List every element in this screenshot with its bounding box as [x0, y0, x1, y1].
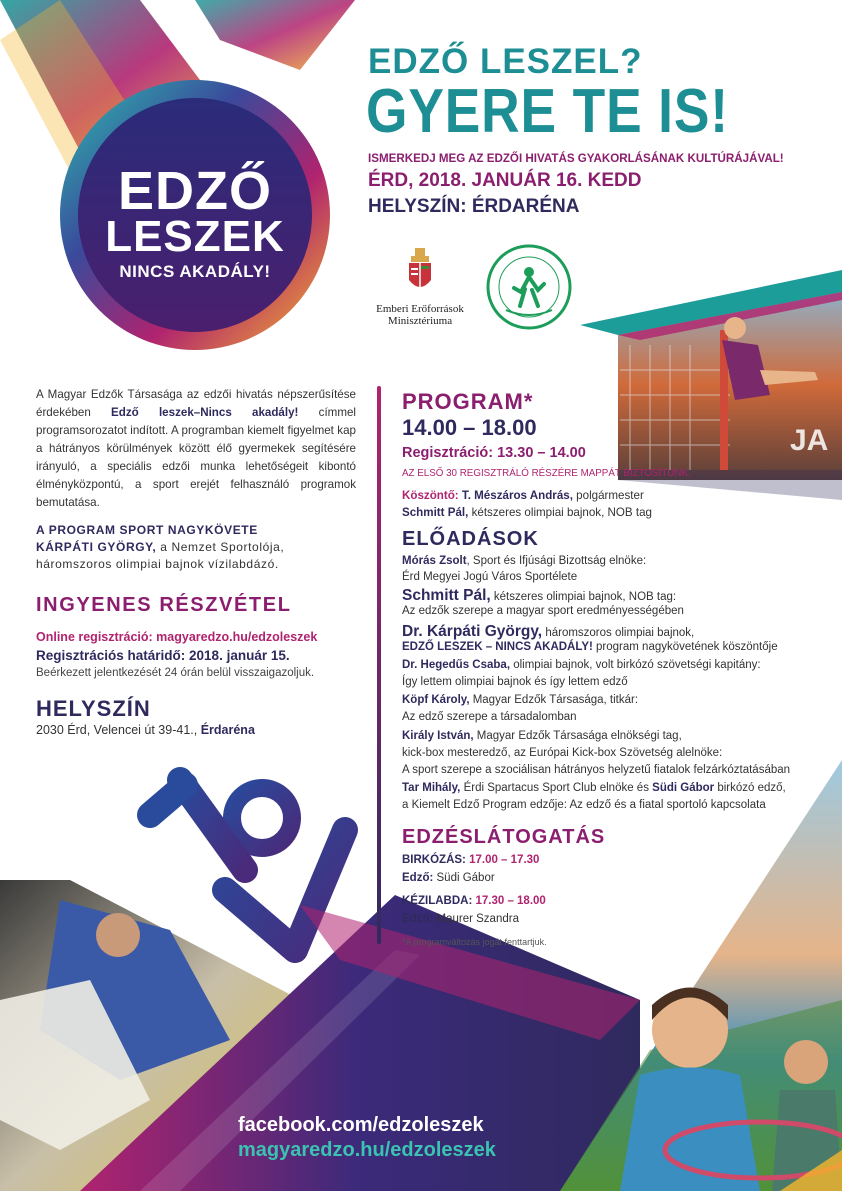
- intro-text-part1: A Magyar Edzők Társasága az edzői hivatás népszerűsítése érdekében: [36, 388, 356, 419]
- lecture-4-name: Dr. Hegedűs Csaba,: [402, 659, 511, 671]
- location-address: [36, 723, 255, 737]
- visit-wrestling-coach-label: Edző:: [402, 872, 434, 884]
- logo-line-leszek: LESZEK: [105, 212, 285, 261]
- lecture-1-name: Mórás Zsolt: [402, 555, 467, 567]
- lecture-6-role: Magyar Edzők Társasága elnökségi tag,: [473, 730, 682, 742]
- visit-wrestling: [402, 854, 539, 866]
- greeting-speaker-role: polgármester: [572, 489, 644, 502]
- header-headline: GYERE TE IS!: [366, 77, 729, 146]
- greeting-label: Köszöntő:: [402, 489, 459, 502]
- lecture-5-speaker: [402, 694, 638, 706]
- visit-wrestling-time: 17.00 – 17.30: [465, 854, 540, 866]
- visits-title: EDZÉSLÁTOGATÁS: [402, 826, 606, 848]
- greeting-line-1: [402, 489, 644, 502]
- logo-line-nincs-akadaly: NINCS AKADÁLY!: [119, 262, 271, 281]
- ambassador-description: háromszoros olimpiai bajnok vízilabdázó.: [36, 557, 279, 571]
- registration-time: [402, 445, 586, 461]
- intro-text-part2: címmel programsorozatot indított. A programban kiemelt figyelmet kap a hátrányos körülmények között élő gyermekek segítésére irányuló, a speciális edzői munka lehetőségeit kibontó élményközpontú, a sport erejét felhasználó programok bemutatása.: [36, 406, 357, 509]
- lecture-3-topic: [402, 641, 778, 653]
- visit-handball-coach-label: Edző:: [402, 913, 434, 925]
- svg-text:JA: JA: [790, 424, 829, 457]
- visit-handball-label: KÉZILABDA:: [402, 895, 473, 907]
- column-divider: [377, 386, 381, 944]
- lecture-3-program-name: EDZŐ LESZEK – NINCS AKADÁLY!: [402, 641, 593, 653]
- header-venue: HELYSZÍN: ÉRDARÉNA: [368, 196, 580, 217]
- intro-program-name: Edző leszek–Nincs akadály!: [111, 406, 299, 419]
- online-registration-link[interactable]: Online regisztráció: magyaredzo.hu/edzoleszek: [36, 630, 318, 644]
- lecture-6-name: Király István,: [402, 730, 474, 742]
- visit-handball-time: 17.30 – 18.00: [472, 895, 546, 907]
- program-change-note: *A programváltozás jogát fenttartjuk.: [402, 937, 547, 947]
- lecture-4-role: olimpiai bajnok, volt birkózó szövetségi kapitány:: [510, 659, 761, 671]
- lecture-6-speaker: [402, 730, 682, 742]
- registration-confirmation-note: Beérkezett jelentkezését 24 órán belül visszaigazoljuk.: [36, 667, 315, 679]
- ministry-logo: [360, 248, 480, 327]
- ambassador-heading: A PROGRAM SPORT NAGYKÖVETE: [36, 523, 258, 537]
- lecture-1-speaker: [402, 555, 646, 567]
- location-title: HELYSZÍN: [36, 696, 151, 721]
- lecture-7-name-2: Südi Gábor: [652, 782, 715, 794]
- coaching-association-logo-icon: [486, 244, 572, 330]
- lecture-2-speaker: [402, 587, 676, 605]
- lecture-2-name: Schmitt Pál,: [402, 587, 491, 604]
- registration-deadline: Regisztrációs határidő: 2018. január 15.: [36, 648, 290, 663]
- registration-folder-note: AZ ELSŐ 30 REGISZTRÁLÓ RÉSZÉRE MAPPÁT BIZTOSÍTUNK.: [402, 468, 691, 479]
- header-question: EDZŐ LESZEL?: [368, 42, 643, 81]
- visit-handball: [402, 895, 546, 907]
- greeting-line-2: [402, 506, 652, 519]
- ministry-name-line1: Emberi Erőforrások: [376, 303, 464, 315]
- greeting-speaker2-role: kétszeres olimpiai bajnok, NOB tag: [468, 506, 653, 519]
- ambassador-title: a Nemzet Sportolója,: [156, 540, 285, 554]
- ministry-name-line2: Minisztériuma: [387, 315, 453, 327]
- visit-handball-coach-name: Maurer Szandra: [433, 913, 519, 925]
- address-street: 2030 Érd, Velencei út 39-41.,: [36, 723, 201, 737]
- visit-wrestling-label: BIRKÓZÁS:: [402, 854, 466, 866]
- lecture-6-role-2: kick-box mesteredző, az Európai Kick-box Szövetség alelnöke:: [402, 747, 723, 759]
- logo-line-edzo: EDZŐ: [117, 161, 272, 221]
- address-venue: Érdaréna: [200, 723, 255, 737]
- header-subtitle: ISMERKEDJ MEG AZ EDZŐI HIVATÁS GYAKORLÁSÁNAK KULTÚRÁJÁVAL!: [368, 152, 784, 165]
- lecture-1-role: , Sport és Ifjúsági Bizottság elnöke:: [466, 555, 647, 567]
- lectures-title: ELŐADÁSOK: [402, 528, 539, 550]
- lecture-5-name: Köpf Károly,: [402, 694, 470, 706]
- lecture-7-role-2: birkózó edző,: [714, 782, 786, 794]
- lecture-6-topic: A sport szerepe a szociálisan hátrányos helyzetű fiatalok felzárkóztatásában: [402, 764, 791, 776]
- lecture-7-role: Érdi Spartacus Sport Club elnöke és: [460, 782, 653, 794]
- lecture-3-speaker: [402, 623, 694, 641]
- lecture-2-role: kétszeres olimpiai bajnok, NOB tag:: [490, 591, 677, 603]
- lecture-5-role: Magyar Edzők Társasága, titkár:: [469, 694, 639, 706]
- website-link[interactable]: magyaredzo.hu/edzoleszek: [238, 1139, 496, 1161]
- registration-time-value: 13.30 – 14.00: [497, 445, 586, 461]
- lecture-7-topic: a Kiemelt Edző Program edzője: Az edző és a fiatal sportoló kapcsolata: [402, 799, 766, 811]
- greeting-speaker2-name: Schmitt Pál,: [402, 506, 469, 519]
- lecture-3-name: Dr. Kárpáti György,: [402, 623, 543, 640]
- header-date: ÉRD, 2018. JANUÁR 16. KEDD: [368, 170, 642, 191]
- lecture-7-name: Tar Mihály,: [402, 782, 461, 794]
- ambassador-block: [36, 522, 356, 573]
- lecture-3-topic-text: program nagykövetének köszöntője: [592, 641, 778, 653]
- visit-wrestling-coach: [402, 872, 495, 884]
- program-time: 14.00 – 18.00: [402, 415, 537, 440]
- lecture-5-topic: Az edző szerepe a társadalomban: [402, 711, 577, 723]
- visit-wrestling-coach-name: Südi Gábor: [433, 872, 495, 884]
- facebook-link[interactable]: facebook.com/edzoleszek: [238, 1114, 484, 1136]
- lecture-4-speaker: [402, 659, 761, 671]
- hungarian-crest-icon: [406, 248, 434, 296]
- intro-paragraph: [36, 386, 356, 512]
- ambassador-name: KÁRPÁTI GYÖRGY,: [36, 540, 157, 554]
- lecture-2-topic: Az edzők szerepe a magyar sport eredményességében: [402, 605, 684, 617]
- greeting-speaker-name: T. Mészáros András,: [461, 489, 573, 502]
- lecture-4-topic: Így lettem olimpiai bajnok és így lettem edző: [402, 676, 628, 688]
- program-title: PROGRAM*: [402, 389, 534, 414]
- free-participation-title: INGYENES RÉSZVÉTEL: [36, 594, 292, 616]
- lecture-3-role: háromszoros olimpiai bajnok,: [542, 627, 695, 639]
- registration-time-label: Regisztráció:: [402, 445, 494, 461]
- lecture-1-topic: Érd Megyei Jogú Város Sportélete: [402, 571, 578, 583]
- lecture-7-speaker: [402, 782, 786, 794]
- visit-handball-coach: [402, 913, 519, 925]
